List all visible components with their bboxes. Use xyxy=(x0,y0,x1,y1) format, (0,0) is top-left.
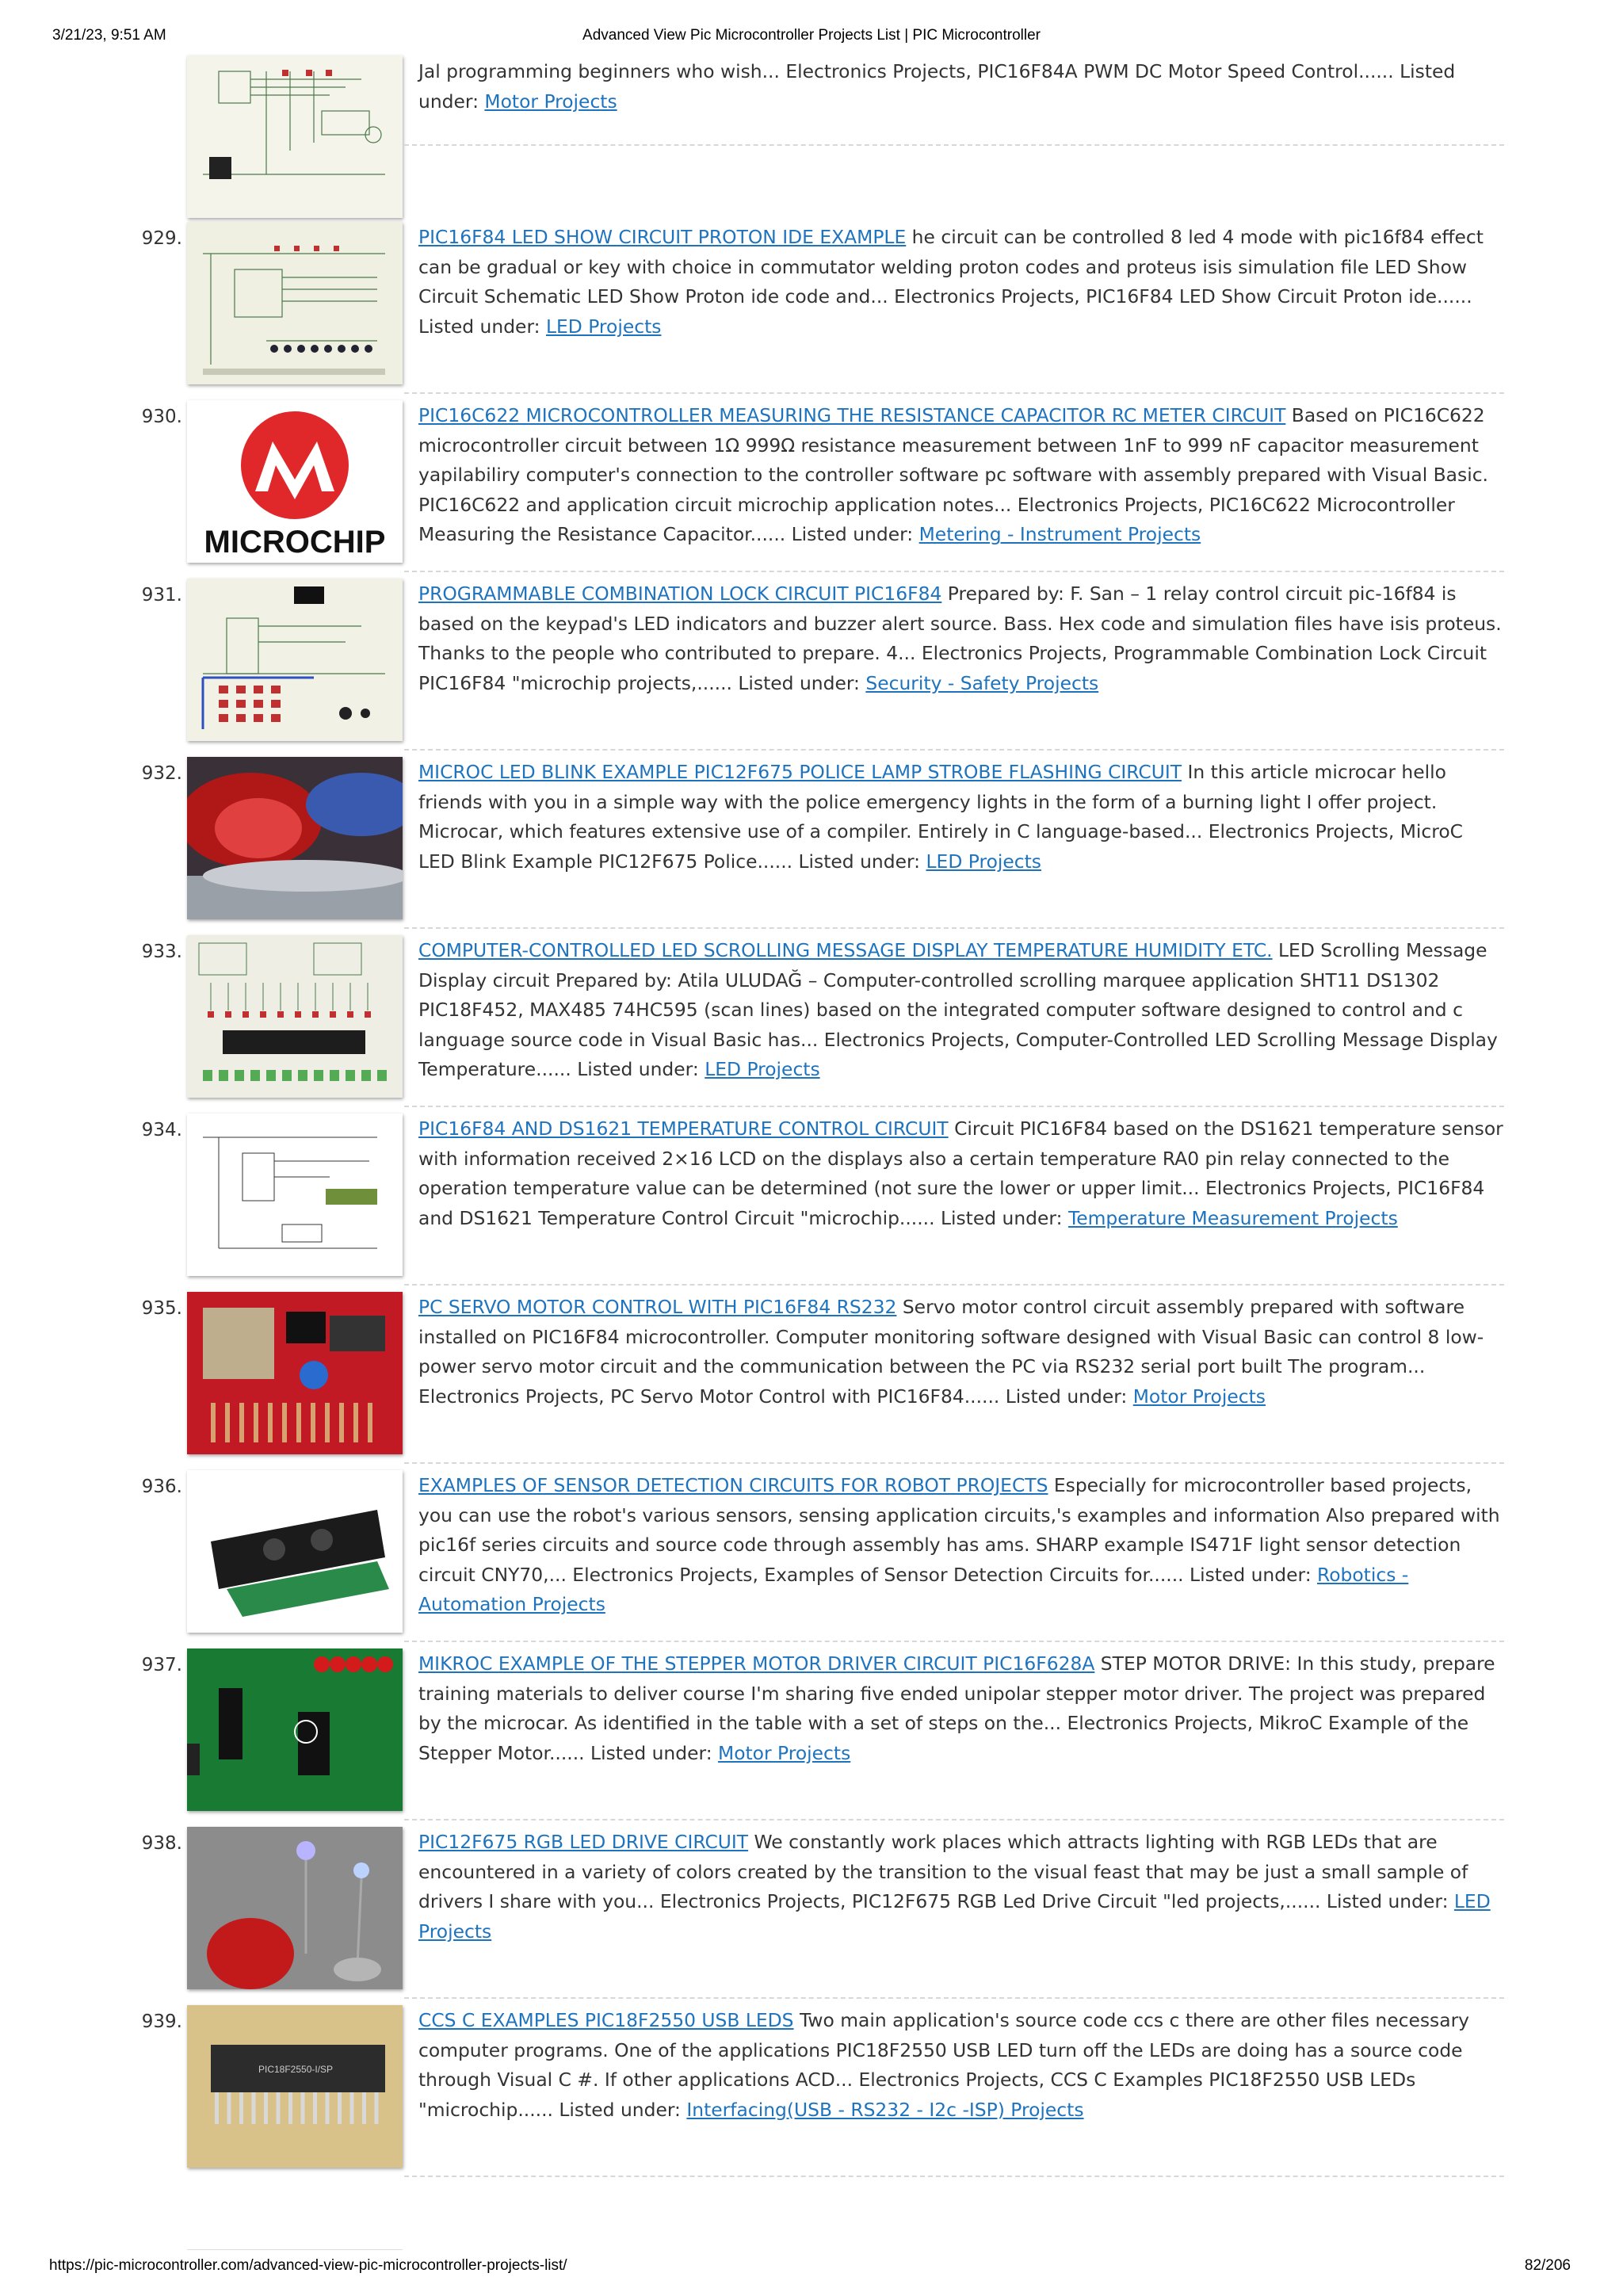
entry-number: 937. xyxy=(141,1655,182,1675)
entry-number: 934. xyxy=(141,1120,182,1140)
print-page-title: Advanced View Pic Microcontroller Projects List | PIC Microcontroller xyxy=(582,27,1041,44)
entry-description: Circuit PIC16F84 based on the DS1621 temperature sensor with information received 2×16 LCD on the displays also a certain temperature RA0 pin relay connected to the operation temperature value can be determined (not sure the lower or upper limit... Electronics Projects, PIC16F84 and DS1621 Temperature Control Circuit "microchip...... Listed under: xyxy=(418,1117,1503,1229)
entry-number: 935. xyxy=(141,1298,182,1319)
project-entry xyxy=(0,44,1623,338)
photo-pic-chip xyxy=(187,2005,403,2168)
entry-number: 939. xyxy=(141,2011,182,2032)
list-end-rule xyxy=(187,2249,403,2250)
project-entry xyxy=(0,1470,1623,1764)
entry-category-link[interactable]: Temperature Measurement Projects xyxy=(1067,1206,1398,1229)
entry-number: 931. xyxy=(141,585,182,606)
entry-description: LED Scrolling Message Display circuit Prepared by: Atila ULUDAĞ – Computer-controlled scrolling marquee application SHT11 DS1302 PIC18F452, MAX485 74HC595 (scan lines) based on the integrated computer software designed to control and c language source code in Visual Basic has... Electronics Projects, Computer-Controlled LED Scrolling Message Display Temperature...... Listed under: xyxy=(418,939,1498,1081)
project-entry xyxy=(0,1648,1623,1943)
print-datetime: 3/21/23, 9:51 AM xyxy=(52,27,166,44)
entry-separator xyxy=(404,2176,1504,2177)
entry-category-link[interactable]: Security - Safety Projects xyxy=(865,671,1099,694)
print-page-number: 82/206 xyxy=(1524,2257,1571,2274)
entry-category-link[interactable]: Motor Projects xyxy=(718,1741,851,1764)
entry-number: 930. xyxy=(141,407,182,427)
project-entry xyxy=(0,1827,1623,2121)
entry-title-link[interactable]: MICROC LED BLINK EXAMPLE PIC12F675 POLICE LAMP STROBE FLASHING CIRCUIT xyxy=(418,761,1182,783)
entry-number: 929. xyxy=(141,228,182,249)
entry-description: Servo motor control circuit assembly prepared with software installed on PIC16F84 microcontroller. Computer monitoring software designed with Visual Basic can control 8 low-power servo motor circuit and the communication between the PC via RS232 serial port built The program... Electronics Projects, PC Servo Motor Control with PIC16F84...... Listed under: xyxy=(418,1296,1484,1408)
project-entry xyxy=(0,1114,1623,1408)
entry-number: 932. xyxy=(141,763,182,784)
entry-category-link[interactable]: LED Projects xyxy=(418,1890,1491,1943)
entry-description: Prepared by: F. San – 1 relay control circuit pic-16f84 is based on the keypad's LED indicators and buzzer alert source. Bass. Hex code and simulation files have isis proteus. Thanks to the people who contributed to prepare. 4... Electronics Projects, Programmable Combination Lock Circuit PIC16F84 "microchip projects,...... Listed under: xyxy=(418,583,1502,694)
entry-title-link[interactable]: PIC16F84 AND DS1621 TEMPERATURE CONTROL CIRCUIT xyxy=(418,1117,949,1140)
print-footer xyxy=(49,2257,1571,2281)
entry-category-link[interactable]: Interfacing(USB - RS232 - I2c -ISP) Projects xyxy=(686,2098,1084,2121)
entry-description: We constantly work places which attracts lighting with RGB LEDs that are encountered in a variety of colors created by the transition to the visual feast that may be just a small sample of drivers I share with you... Electronics Projects, PIC12F675 RGB Led Drive Circuit "led projects,...... Listed under: xyxy=(418,1831,1468,1913)
entry-category-link[interactable]: Motor Projects xyxy=(1132,1385,1266,1408)
entry-title-link[interactable]: MIKROC EXAMPLE OF THE STEPPER MOTOR DRIVER CIRCUIT PIC16F628A xyxy=(418,1652,1095,1675)
entry-description: he circuit can be controlled 8 led 4 mode with pic16f84 effect can be gradual or key with choice in commutator welding proton codes and proteus isis simulation file LED Show Circuit Schematic LED Show Proton ide code and... Electronics Projects, PIC16F84 LED Show Circuit Proton ide...... Listed under: xyxy=(418,226,1484,338)
svg-text:MICROCHIP: MICROCHIP xyxy=(204,525,386,560)
project-entry xyxy=(0,1292,1623,1616)
entry-number: 933. xyxy=(141,942,182,962)
entry-description: Jal programming beginners who wish... Electronics Projects, PIC16F84A PWM DC Motor Speed Control...... Listed under: xyxy=(418,60,1456,113)
entry-category-link[interactable]: LED Projects xyxy=(926,850,1041,873)
entry-title-link[interactable]: PIC16C622 MICROCONTROLLER MEASURING THE RESISTANCE CAPACITOR RC METER CIRCUIT xyxy=(418,404,1286,426)
print-url: https://pic-microcontroller.com/advanced-view-pic-microcontroller-projects-list/ xyxy=(49,2257,567,2274)
entry-category-link[interactable]: Robotics - Automation Projects xyxy=(418,1563,1409,1616)
entry-text xyxy=(418,2006,1504,2125)
entry-description: Based on PIC16C622 microcontroller circuit between 1Ω 999Ω resistance measurement between 1nF to 999 nF capacitor measurement yapilabiliry computer's connection to the controller software pc software with assembly prepared with Visual Basic. PIC16C622 and application circuit microchip application notes... Electronics Projects, PIC16C622 Microcontroller Measuring the Resistance Capacitor...... Listed under: xyxy=(418,404,1488,546)
svg-text:PIC18F2550-I/SP: PIC18F2550-I/SP xyxy=(258,2064,334,2075)
project-entry xyxy=(0,222,1623,560)
project-entry xyxy=(0,935,1623,1229)
project-entry xyxy=(0,579,1623,873)
entry-category-link[interactable]: LED Projects xyxy=(545,315,662,338)
entry-title-link[interactable]: PROGRAMMABLE COMBINATION LOCK CIRCUIT PIC16F84 xyxy=(418,583,942,605)
entry-number: 936. xyxy=(141,1477,182,1497)
entry-category-link[interactable]: Motor Projects xyxy=(484,90,617,113)
entry-description: Two main application's source code ccs c there are other files necessary computer programs. One of the applications PIC18F2550 USB LED turn off the LEDs are doing has a source code through Visual C #. If other applications ACD... Electronics Projects, CCS C Examples PIC18F2550 USB LEDs "microchip...... Listed under: xyxy=(418,2009,1470,2121)
entry-description: Especially for microcontroller based projects, you can use the robot's various sensors, sensing application circuits,'s examples and information Also prepared with pic16f series circuits and source code through assembly has ams. SHARP example IS471F light sensor detection circuit CNY70,... Electronics Projects, Examples of Sensor Detection Circuits for...... Listed under: xyxy=(418,1474,1500,1586)
entry-title-link[interactable]: CCS C EXAMPLES PIC18F2550 USB LEDS xyxy=(418,2009,794,2031)
entry-description: STEP MOTOR DRIVE: In this study, prepare training materials to deliver course I'm sharing five ended unipolar stepper motor driver. The project was prepared by the microcar. As identified in the table with a set of steps on the... Electronics Projects, MikroC Example of the Stepper Motor...... Listed under: xyxy=(418,1652,1495,1764)
entry-category-link[interactable]: Metering - Instrument Projects xyxy=(918,523,1201,546)
project-entry xyxy=(0,757,1623,1081)
entry-title-link[interactable]: EXAMPLES OF SENSOR DETECTION CIRCUITS FOR ROBOT PROJECTS xyxy=(418,1474,1048,1496)
entry-title-link[interactable]: PC SERVO MOTOR CONTROL WITH PIC16F84 RS232 xyxy=(418,1296,897,1318)
entry-description: In this article microcar hello friends with you in a simple way with the police emergency lights in the form of a burning light I offer project. Microcar, which features extensive use of a compiler. Entirely in C language-based... Electronics Projects, MicroC LED Blink Example PIC12F675 Police...... Listed under: xyxy=(418,761,1464,873)
entry-title-link[interactable]: PIC12F675 RGB LED DRIVE CIRCUIT xyxy=(418,1831,749,1853)
entry-number: 938. xyxy=(141,1833,182,1854)
project-entry xyxy=(0,400,1623,694)
entry-title-link[interactable]: COMPUTER-CONTROLLED LED SCROLLING MESSAGE DISPLAY TEMPERATURE HUMIDITY ETC. xyxy=(418,939,1273,961)
entry-thumbnail[interactable] xyxy=(187,2005,403,2168)
entry-title-link[interactable]: PIC16F84 LED SHOW CIRCUIT PROTON IDE EXAMPLE xyxy=(418,226,907,248)
entry-category-link[interactable]: LED Projects xyxy=(705,1058,820,1081)
